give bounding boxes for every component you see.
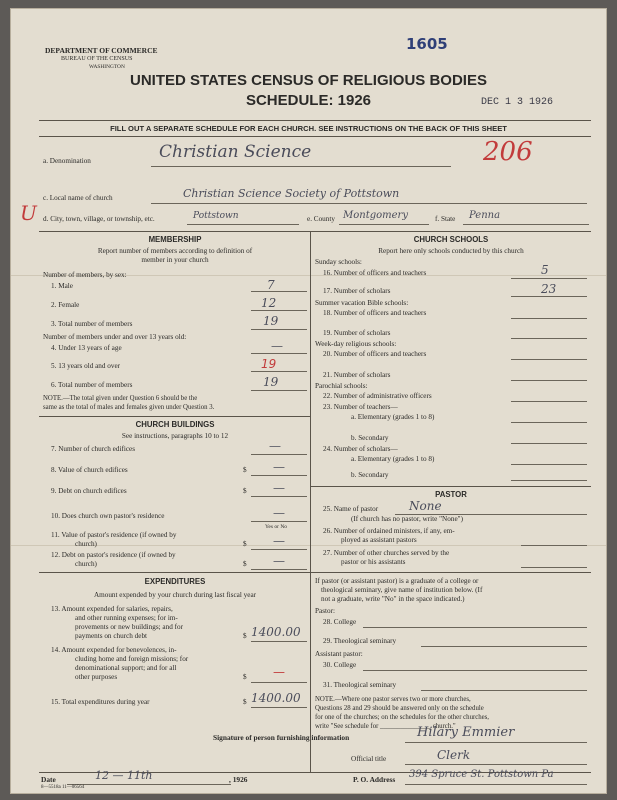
members-by-age-label: Number of members under and over 13 years old: <box>43 333 187 341</box>
q4-under-13-value: — <box>271 339 283 353</box>
assistant-pastor-subhead: Assistant pastor: <box>315 650 363 658</box>
q12-residence-debt-label-2: church) <box>75 560 97 568</box>
bureau-name: BUREAU OF THE CENSUS <box>61 56 133 62</box>
q25-label: 25. Name of pastor <box>323 505 379 513</box>
q9-edifice-debt-label: 9. Debt on church edifices <box>51 487 127 495</box>
q13-value: 1400.00 <box>251 625 301 639</box>
q6-total-value: 19 <box>263 375 279 389</box>
q5-13-and-over-label: 5. 13 years old and over <box>51 362 121 370</box>
parochial-schools-label: Parochial schools: <box>315 382 368 390</box>
q24-label: 24. Number of scholars— <box>323 445 398 453</box>
q4-under-13-label: 4. Under 13 years of age <box>51 344 122 352</box>
q24b-label: b. Secondary <box>351 471 389 479</box>
q31-label: 31. Theological seminary <box>323 681 397 689</box>
q23-label: 23. Number of teachers— <box>323 403 398 411</box>
buildings-heading: CHURCH BUILDINGS <box>135 420 215 429</box>
county-label: e. County <box>307 215 335 223</box>
department-name: DEPARTMENT OF COMMERCE <box>45 46 158 55</box>
pastor-heading: PASTOR <box>435 490 467 499</box>
q5-13-and-over-value: 19 <box>261 357 277 371</box>
state-label: f. State <box>435 215 456 223</box>
q3-total-label: 3. Total number of members <box>51 320 133 328</box>
weekday-schools-label: Week-day religious schools: <box>315 340 397 348</box>
expenditures-instruction: Amount expended by your church during last fiscal year <box>93 591 257 599</box>
q22-label: 22. Number of administrative officers <box>323 392 432 400</box>
form-number-stamp: 1605 <box>406 35 448 53</box>
city-value: Pottstown <box>193 211 239 221</box>
members-by-sex-label: Number of members, by sex: <box>43 271 127 279</box>
dollar-sign: $ <box>243 466 247 474</box>
q13-label-3: provements or new buildings; and for <box>75 623 183 631</box>
q10-owns-residence-label: 10. Does church own pastor's residence <box>51 512 165 520</box>
dollar-sign: $ <box>243 632 247 640</box>
q7-edifices-label: 7. Number of church edifices <box>51 445 136 453</box>
q11-residence-value: — <box>273 534 285 548</box>
q18-label: 18. Number of officers and teachers <box>323 309 427 317</box>
census-schedule-sheet <box>10 8 607 794</box>
q7-edifices-value: — <box>269 439 281 453</box>
date-value: 12 — 11th <box>95 769 153 782</box>
margin-mark: U <box>20 201 37 225</box>
q15-total-label: 15. Total expenditures during year <box>51 698 150 706</box>
q16-label: 16. Number of officers and teachers <box>323 269 427 277</box>
local-name-value: Christian Science Society of Pottstown <box>183 187 400 200</box>
dollar-sign: $ <box>243 540 247 548</box>
q13-label-4: payments on church debt <box>75 632 148 640</box>
denomination-value: Christian Science <box>159 142 312 162</box>
membership-instruction-2: member in your church <box>141 256 209 264</box>
expenditures-heading: EXPENDITURES <box>144 577 206 586</box>
dollar-sign: $ <box>243 673 247 681</box>
pastor-note-3: for one of the churches; on the schedules for the other churches, <box>315 714 490 721</box>
q24a-label: a. Elementary (grades 1 to 8) <box>351 455 435 463</box>
q1-male-label: 1. Male <box>51 282 73 290</box>
pastor-note-1: NOTE.—Where one pastor serves two or more churches, <box>315 696 471 703</box>
membership-heading: MEMBERSHIP <box>148 235 202 244</box>
q3-total-value: 19 <box>263 314 279 328</box>
pastor-note-2: Questions 28 and 29 should be answered only on the schedule <box>315 705 484 712</box>
local-name-label: c. Local name of church <box>43 194 113 202</box>
q27-label-1: 27. Number of other churches served by the <box>323 549 450 557</box>
q13-label-2: and other running expenses; for im- <box>75 614 178 622</box>
address-label: P. O. Address <box>353 775 396 784</box>
q17-value: 23 <box>541 282 557 296</box>
q26-label-1: 26. Number of ordained ministers, if any, em- <box>323 527 455 535</box>
schools-instruction: Report here only schools conducted by this church <box>378 247 524 255</box>
membership-note-2: same as the total of males and females given under Question 3. <box>43 404 215 411</box>
q14-label-2: cluding home and foreign missions; for <box>75 655 189 663</box>
q30-label: 30. College <box>323 661 357 669</box>
q6-total-label: 6. Total number of members <box>51 381 133 389</box>
q20-label: 20. Number of officers and teachers <box>323 350 427 358</box>
graduate-note-3: not a graduate, write "No" in the space indicated.) <box>321 595 465 603</box>
signature-value: Hilary Emmier <box>417 725 515 740</box>
city-label: d. City, town, village, or township, etc. <box>43 215 155 223</box>
signature-label: Signature of person furnishing information <box>213 733 350 742</box>
yes-or-no-hint: Yes or No <box>265 524 288 530</box>
graduate-note-2: theological seminary, give name of institution below. (If <box>321 586 483 594</box>
schools-heading: CHURCH SCHOOLS <box>413 235 489 244</box>
denomination-label: a. Denomination <box>43 157 91 165</box>
official-title-label: Official title <box>351 755 387 763</box>
form-subtitle: SCHEDULE: 1926 <box>245 92 372 109</box>
q15-total-value: 1400.00 <box>251 691 301 705</box>
q14-label-3: denominational support; and for all <box>75 664 177 672</box>
q11-residence-value-label-2: church) <box>75 540 97 548</box>
q28-label: 28. College <box>323 618 357 626</box>
q11-residence-value-label-1: 11. Value of pastor's residence (if owned by <box>51 531 177 539</box>
date-year: , 1926 <box>229 775 248 784</box>
membership-note-1: NOTE.—The total given under Question 6 should be the <box>43 395 198 402</box>
q23b-label: b. Secondary <box>351 434 389 442</box>
q10-owns-residence-value: — <box>273 506 285 520</box>
address-value: 394 Spruce St. Pottstown Pa <box>409 769 554 780</box>
q9-edifice-debt-value: — <box>273 481 285 495</box>
q12-residence-debt-label-1: 12. Debt on pastor's residence (if owned by <box>51 551 176 559</box>
pastor-subhead: Pastor: <box>315 607 335 615</box>
dollar-sign: $ <box>243 560 247 568</box>
q13-label-1: 13. Amount expended for salaries, repairs, <box>51 605 173 613</box>
membership-instruction-1: Report number of members according to definition of <box>97 247 253 255</box>
q8-edifice-value-label: 8. Value of church edifices <box>51 466 128 474</box>
buildings-instruction: See instructions, paragraphs 10 to 12 <box>121 432 229 440</box>
q25-hint: (If church has no pastor, write "None") <box>351 515 463 523</box>
form-title: UNITED STATES CENSUS OF RELIGIOUS BODIES <box>130 72 487 89</box>
q21-label: 21. Number of scholars <box>323 371 391 379</box>
q19-label: 19. Number of scholars <box>323 329 391 337</box>
dollar-sign: $ <box>243 698 247 706</box>
date-label: Date <box>41 775 56 784</box>
q14-label-4: other purposes <box>75 673 118 681</box>
q29-label: 29. Theological seminary <box>323 637 397 645</box>
q25-value: None <box>409 499 442 513</box>
code-mark: 206 <box>483 137 533 167</box>
summer-schools-label: Summer vacation Bible schools: <box>315 299 409 307</box>
q12-residence-debt-value: — <box>273 554 285 568</box>
bureau-city: WASHINGTON <box>89 64 125 70</box>
graduate-note-1: If pastor (or assistant pastor) is a graduate of a college or <box>315 577 479 585</box>
received-date-stamp: DEC 1 3 1926 <box>481 97 554 108</box>
form-print-code: 8—5518a 11—06564 <box>41 785 85 790</box>
q2-female-value: 12 <box>261 296 277 310</box>
q8-edifice-value: — <box>273 460 285 474</box>
pastor-note-4: write "See schedule for _______________ church." <box>315 723 456 730</box>
q17-label: 17. Number of scholars <box>323 287 391 295</box>
q27-label-2: pastor or his assistants <box>341 558 406 566</box>
q14-label-1: 14. Amount expended for benevolences, in- <box>51 646 177 654</box>
official-title-value: Clerk <box>437 748 471 762</box>
q26-label-2: ployed as assistant pastors <box>341 536 417 544</box>
state-value: Penna <box>469 210 501 221</box>
county-value: Montgomery <box>343 210 408 221</box>
q14-value: — <box>273 665 285 679</box>
q16-value: 5 <box>541 263 549 277</box>
fold-crease <box>11 545 606 546</box>
q23a-label: a. Elementary (grades 1 to 8) <box>351 413 435 421</box>
sunday-schools-label: Sunday schools: <box>315 258 362 266</box>
q2-female-label: 2. Female <box>51 301 80 309</box>
dollar-sign: $ <box>243 487 247 495</box>
instruction-banner: FILL OUT A SEPARATE SCHEDULE FOR EACH CHURCH. SEE INSTRUCTIONS ON THE BACK OF THIS SHEET <box>110 124 507 133</box>
q1-male-value: 7 <box>267 278 275 292</box>
